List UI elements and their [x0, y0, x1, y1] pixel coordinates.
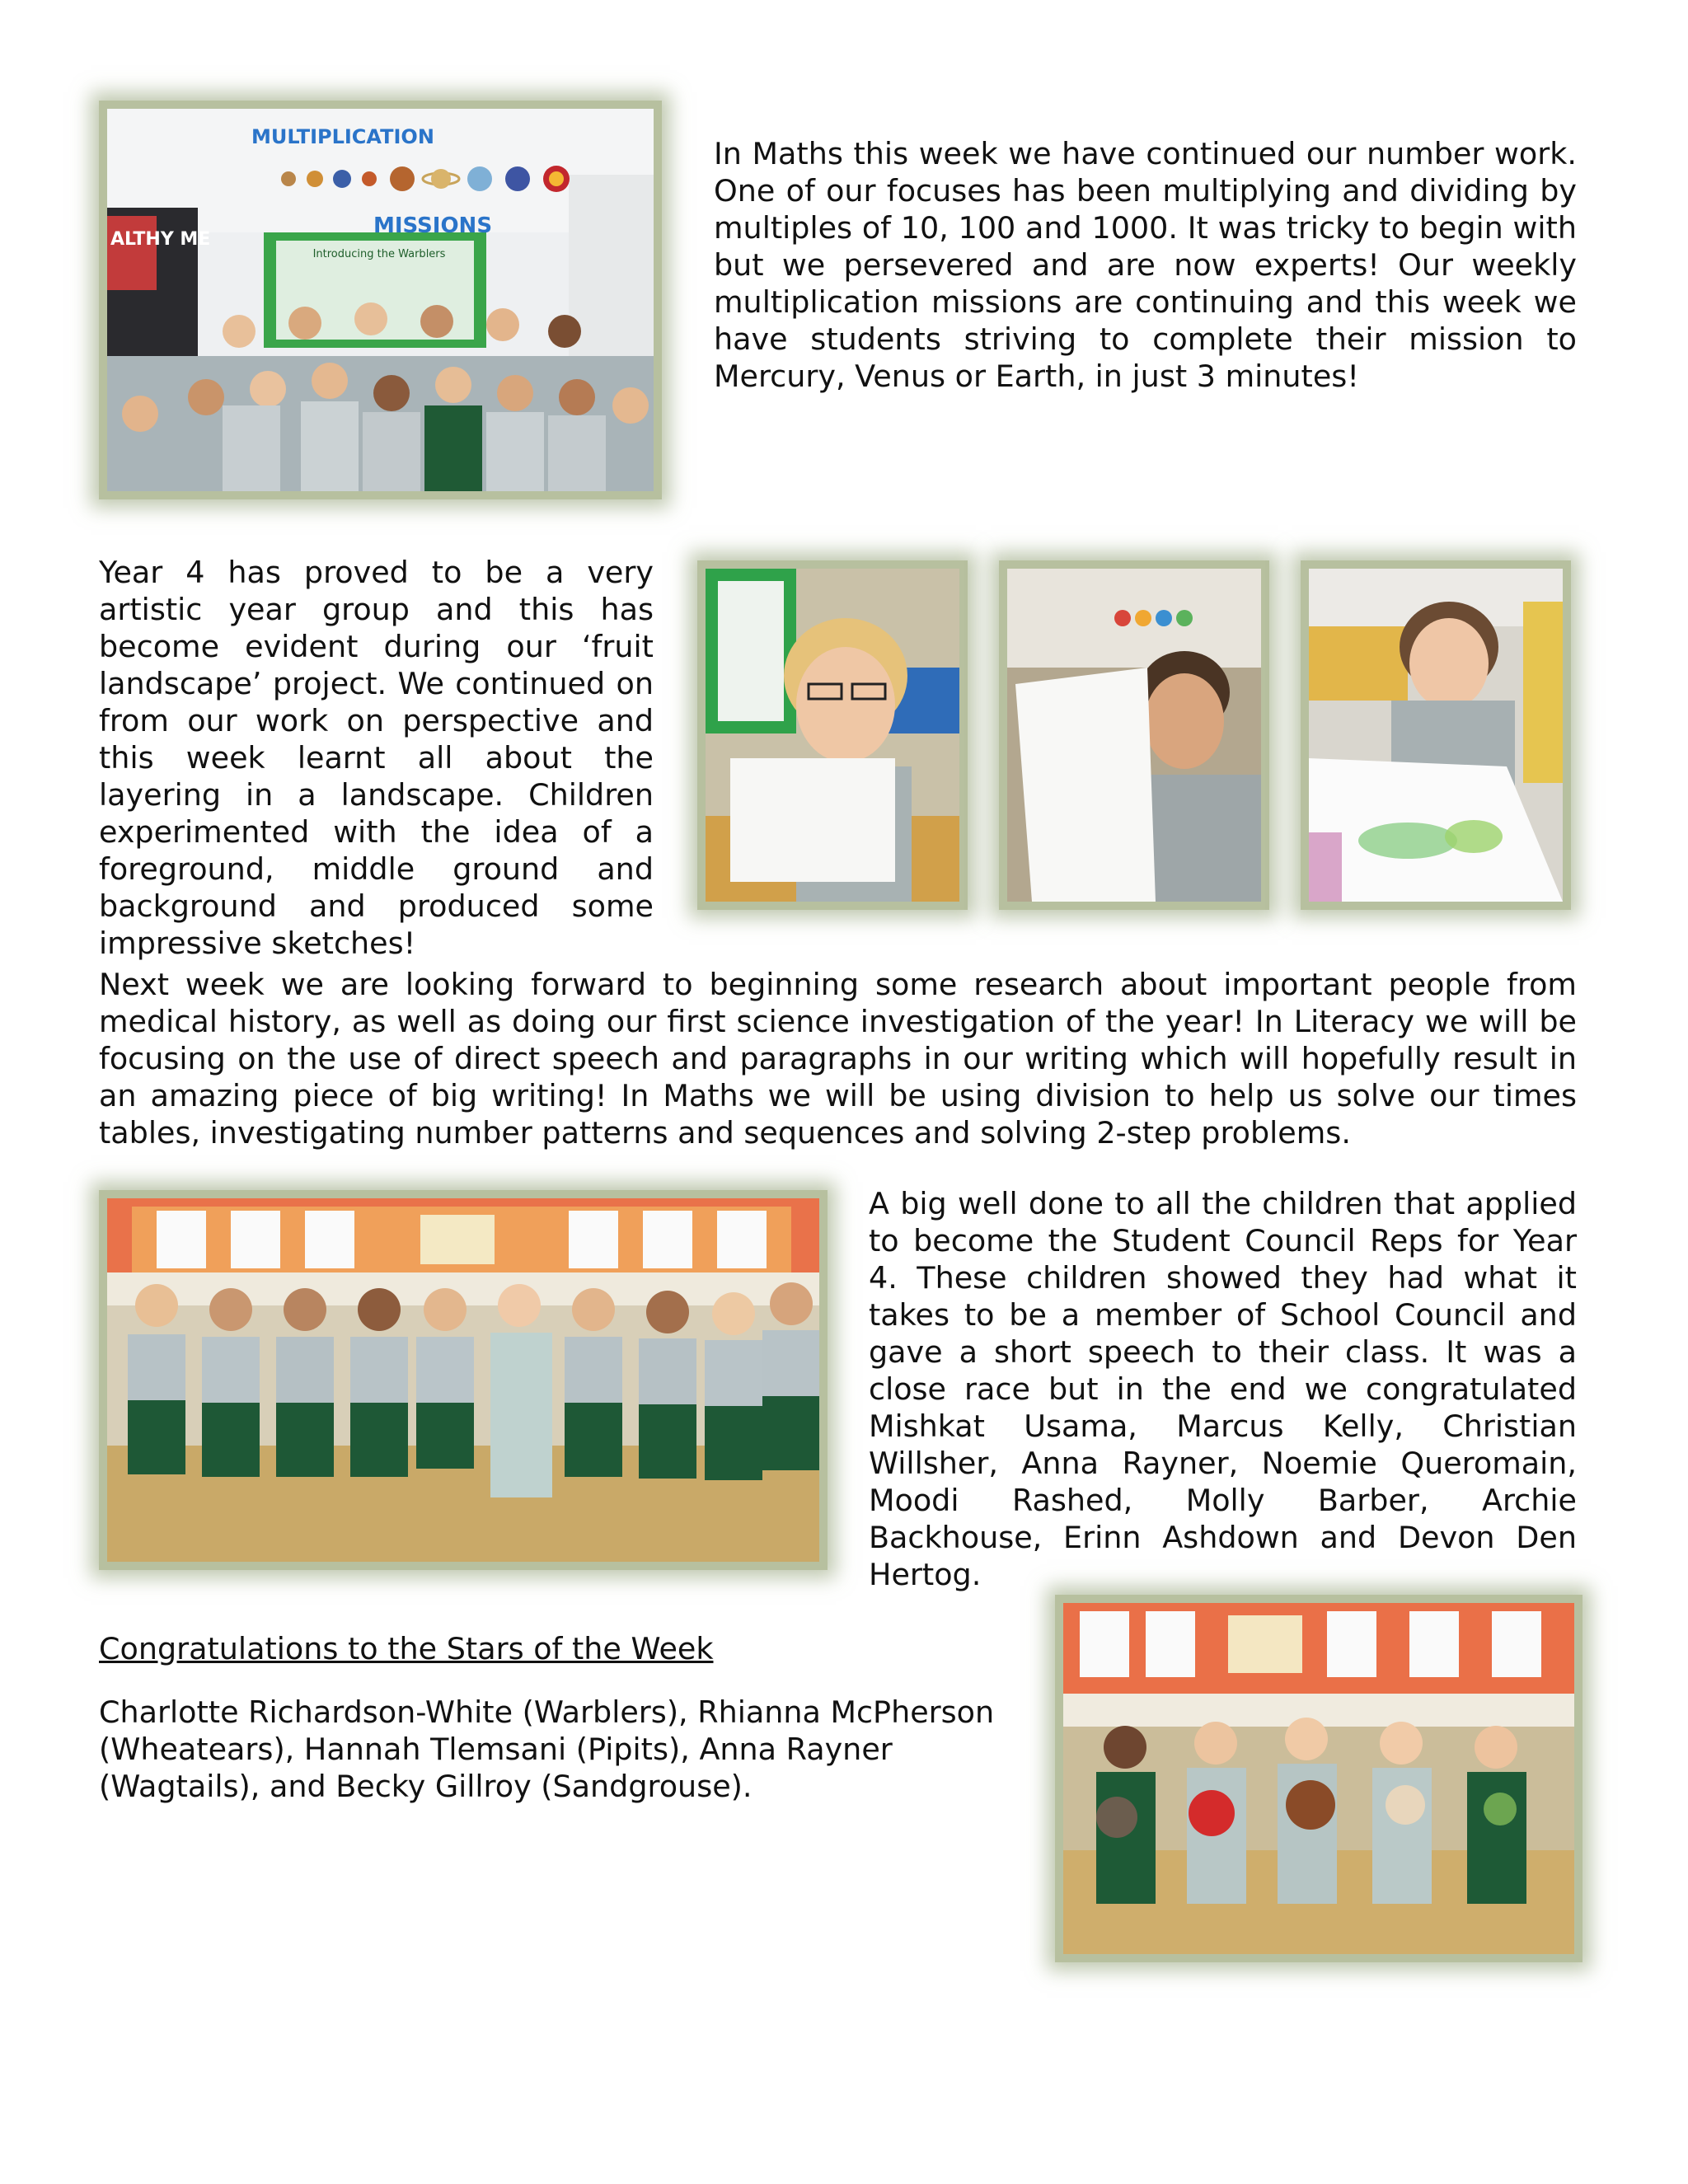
photo-boy-sketch-1-image [706, 569, 959, 902]
poster-banner: Introducing the Warblers [312, 248, 446, 260]
photo-student-council [99, 1190, 828, 1570]
photo-multiplication-class [99, 101, 662, 499]
maths-paragraph: In Maths this week we have continued our number work. One of our focuses has been multiplying and dividing by multiples of 10, 100 and 1000. It was tricky to begin with but we persevered and are now experts! Our weekly multiplication missions are continuing and this week we have students striving to complete their mission to Mercury, Venus or Earth, in just 3 minutes! [714, 136, 1577, 394]
art-paragraph: Year 4 has proved to be a very artistic year group and this has become evident during our ‘fruit landscape’ project. We continued on from our work on perspective and this week learnt all about the layering in a landscape. Children experimented with the idea of a foreground, middle ground and background and produced some impressive sketches! [99, 555, 654, 961]
poster-title: MULTIPLICATION [251, 125, 434, 148]
wall-sign: ALTHY ME [110, 229, 211, 250]
photo-student-council-image [107, 1198, 819, 1562]
next-week-paragraph: Next week we are looking forward to beginning some research about important people from medical history, as well as doing our first science investigation of the year! In Literacy we will be focusing on the use of direct speech and paragraphs in our writing which will hopefully result in an amazing piece of big writing! In Maths we will be using division to help us solve our times tables, investigating number patterns and sequences and solving 2-step problems. [99, 967, 1577, 1151]
photo-boy-sketch-2-image [1007, 569, 1261, 902]
photo-girl-drawing-image [1309, 569, 1563, 902]
council-paragraph: A big well done to all the children that applied to become the Student Council Reps for Year 4. These children showed they had what it takes to be a member of School Council and gave a short speech to their class. It was a close race but in the end we congratulated Mishkat Usama, Marcus Kelly, Christian Willsher, Anna Rayner, Noemie Queromain, Moodi Rashed, Molly Barber, Archie Backhouse, Erinn Ashdown and Devon Den Hertog. [869, 1186, 1577, 1592]
photo-boy-sketch-2 [999, 560, 1269, 910]
stars-line-1: Charlotte Richardson-White (Warblers), Rhianna McPherson [99, 1694, 995, 1730]
poster-subtitle: MISSIONS [373, 213, 493, 238]
photo-stars-of-week [1055, 1595, 1582, 1962]
stars-line-3: (Wagtails), and Becky Gillroy (Sandgrouse). [99, 1769, 753, 1804]
photo-boy-sketch-1 [697, 560, 968, 910]
stars-line-2: (Wheatears), Hannah Tlemsani (Pipits), Anna Rayner [99, 1732, 893, 1767]
photo-stars-of-week-image [1063, 1603, 1574, 1954]
photo-multiplication-class-image [107, 109, 654, 491]
photo-girl-drawing [1301, 560, 1571, 910]
stars-heading: Congratulations to the Stars of the Week [99, 1631, 714, 1666]
